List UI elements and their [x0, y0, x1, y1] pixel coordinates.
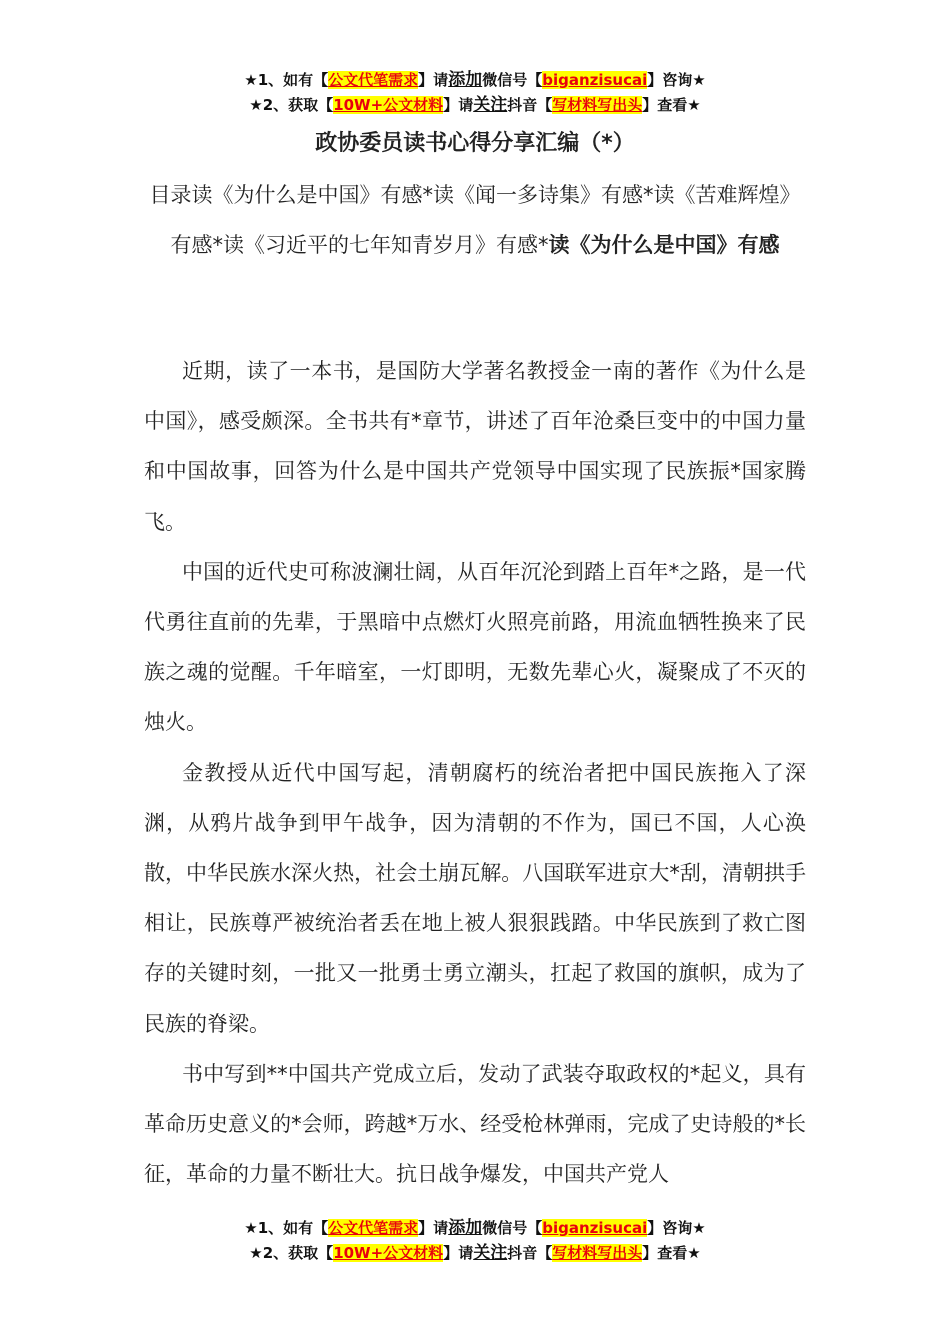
- banner-douyin-id: 写材料写出头: [552, 1244, 643, 1262]
- table-of-contents: [144, 170, 806, 270]
- banner-text: 】请: [443, 96, 474, 114]
- banner-text: ★2、获取【: [249, 1244, 334, 1262]
- banner-emphasis: 添加: [448, 70, 483, 90]
- banner-douyin-id: 写材料写出头: [552, 96, 643, 114]
- banner-text: 】查看★: [642, 96, 701, 114]
- banner-text: 】请: [418, 71, 449, 89]
- banner-text: 】请: [443, 1244, 474, 1262]
- banner-text: 】查看★: [642, 1244, 701, 1262]
- toc-text: 目录读《为什么是中国》有感*读《闻一多诗集》有感*读《苦难辉煌》有感*读《习近平的七年知青岁月》有感*: [149, 183, 801, 257]
- header-banner: [0, 68, 950, 118]
- banner-highlight: 10W+公文材料: [333, 96, 444, 114]
- banner-line-2: [0, 93, 950, 118]
- paragraph: 书中写到**中国共产党成立后，发动了武装夺取政权的*起义，具有革命历史意义的*会师，跨越*万水、经受枪林弹雨，完成了史诗般的*长征，革命的力量不断壮大。抗日战争爆发，中国共产党人: [144, 1061, 806, 1187]
- banner-highlight: 公文代笔需求: [328, 1219, 419, 1237]
- section-heading: 读《为什么是中国》有感: [548, 233, 780, 257]
- banner-emphasis: 添加: [448, 1218, 483, 1238]
- banner-emphasis: 关注: [473, 95, 508, 115]
- banner-highlight: 公文代笔需求: [328, 71, 419, 89]
- banner-text: ★2、获取【: [249, 96, 334, 114]
- banner-text: 】请: [418, 1219, 449, 1237]
- banner-highlight: 10W+公文材料: [333, 1244, 444, 1262]
- banner-wechat-id: biganzisucai: [542, 71, 648, 89]
- banner-text: ★1、如有【: [244, 1219, 329, 1237]
- banner-text: 】咨询★: [647, 71, 706, 89]
- banner-text: 抖音【: [507, 1244, 553, 1262]
- paragraph: 中国的近代史可称波澜壮阔，从百年沉沦到踏上百年*之路，是一代代勇往直前的先辈，于黑暗中点燃灯火照亮前路，用流血牺牲换来了民族之魂的觉醒。千年暗室，一灯即明，无数先辈心火，凝聚成了不灭的烛火。: [144, 559, 806, 735]
- banner-wechat-id: biganzisucai: [542, 1219, 648, 1237]
- document-title: 政协委员读书心得分享汇编（*）: [315, 131, 635, 156]
- banner-text: 微信号【: [482, 1219, 543, 1237]
- banner-text: 抖音【: [507, 96, 553, 114]
- paragraph: 近期，读了一本书，是国防大学著名教授金一南的著作《为什么是中国》，感受颇深。全书共有*章节，讲述了百年沧桑巨变中的中国力量和中国故事，回答为什么是中国共产党领导中国实现了民族振*国家腾飞。: [144, 359, 806, 534]
- footer-banner: [0, 1216, 950, 1266]
- paragraph: 金教授从近代中国写起，清朝腐朽的统治者把中国民族拖入了深渊，从鸦片战争到甲午战争，因为清朝的不作为，国已不国，人心涣散，中华民族水深火热，社会土崩瓦解。八国联军进京大*刮，清朝拱手相让，民族尊严被统治者丢在地上被人狠狠践踏。中华民族到了救亡图存的关键时刻，一批又一批勇士勇立潮头，扛起了救国的旗帜，成为了民族的脊梁。: [144, 760, 806, 1036]
- banner-line-1: [0, 68, 950, 93]
- banner-emphasis: 关注: [473, 1243, 508, 1263]
- banner-text: 微信号【: [482, 71, 543, 89]
- banner-line-1: [0, 1216, 950, 1241]
- banner-line-2: [0, 1241, 950, 1266]
- banner-text: ★1、如有【: [244, 71, 329, 89]
- banner-text: 】咨询★: [647, 1219, 706, 1237]
- document-body: [144, 346, 806, 1199]
